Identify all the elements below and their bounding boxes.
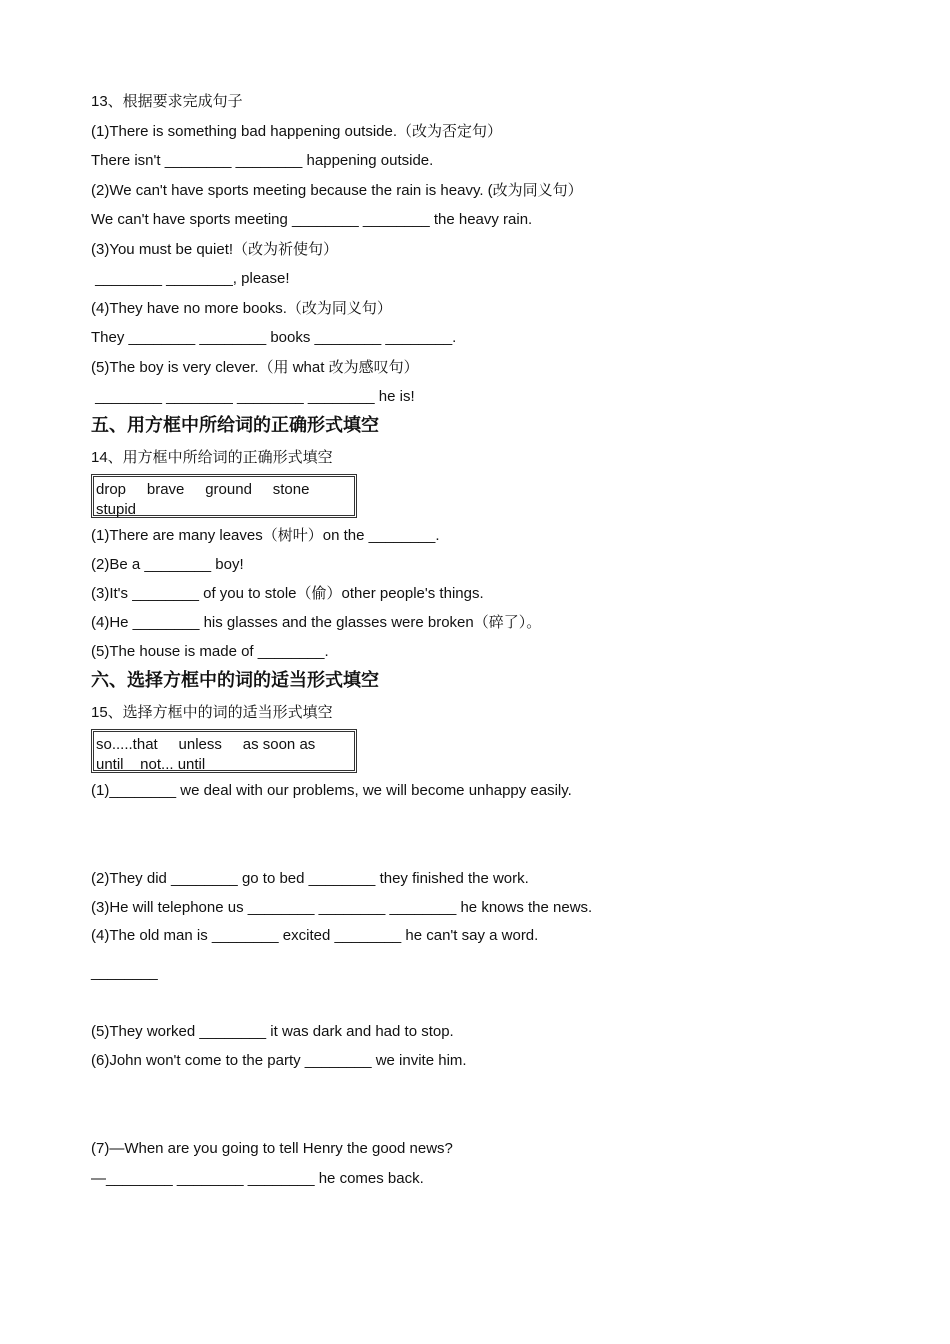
- q13-line: ________ ________ ________ ________ he is!: [91, 388, 415, 405]
- q13-line: (4)They have no more books.（改为同义句）: [91, 299, 392, 317]
- section-heading-6: 六、选择方框中的词的适当形式填空: [91, 670, 379, 691]
- word-box-row: stupid: [96, 501, 137, 518]
- word-box-row: until not... until: [96, 756, 206, 773]
- q13-line: They ________ ________ books ________ ________.: [91, 329, 457, 346]
- word-box-row: drop brave ground stone: [96, 481, 310, 498]
- q14-word-box: [91, 474, 357, 518]
- q13-line: We can't have sports meeting ________ ________ the heavy rain.: [91, 211, 533, 228]
- q15-item: (4)The old man is ________ excited ________ he can't say a word.: [91, 927, 539, 944]
- q15-item: —________ ________ ________ he comes back.: [91, 1170, 424, 1187]
- q14-item: (4)He ________ his glasses and the glasses were broken（碎了）。: [91, 614, 542, 631]
- q15-item: (2)They did ________ go to bed ________ they finished the work.: [91, 870, 529, 887]
- q15-item: (3)He will telephone us ________ ________ ________ he knows the news.: [91, 899, 593, 916]
- q14-item: (5)The house is made of ________.: [91, 643, 329, 660]
- q13-line: (3)You must be quiet!（改为祈使句）: [91, 240, 339, 258]
- q14-title: 14、用方框中所给词的正确形式填空: [91, 449, 333, 466]
- q15-word-box: [91, 729, 357, 773]
- q15-item: (1)________ we deal with our problems, we will become unhappy easily.: [91, 782, 572, 799]
- q15-item-continuation: ________: [91, 964, 158, 981]
- q15-item: (6)John won't come to the party ________ we invite him.: [91, 1052, 467, 1069]
- q15-item: (5)They worked ________ it was dark and had to stop.: [91, 1023, 454, 1040]
- q13-line: ________ ________, please!: [91, 270, 290, 287]
- q13-line: (5)The boy is very clever.（用 what 改为感叹句）: [91, 358, 419, 376]
- q15-item: (7)—When are you going to tell Henry the good news?: [91, 1140, 453, 1157]
- q13-line: There isn't ________ ________ happening outside.: [91, 152, 434, 169]
- q14-item: (2)Be a ________ boy!: [91, 556, 244, 573]
- q13-title: 13、根据要求完成句子: [91, 93, 243, 110]
- word-box-row: so.....that unless as soon as: [96, 736, 316, 753]
- q15-title: 15、选择方框中的词的适当形式填空: [91, 704, 333, 721]
- q14-item: (1)There are many leaves（树叶）on the ________.: [91, 527, 440, 544]
- worksheet-page: [91, 92, 891, 1189]
- section-heading-5: 五、用方框中所给词的正确形式填空: [91, 415, 379, 436]
- q14-item: (3)It's ________ of you to stole（偷）other people's things.: [91, 585, 484, 602]
- q13-line: (2)We can't have sports meeting because the rain is heavy. (改为同义句）: [91, 181, 583, 199]
- q13-line: (1)There is something bad happening outside.（改为否定句）: [91, 122, 503, 140]
